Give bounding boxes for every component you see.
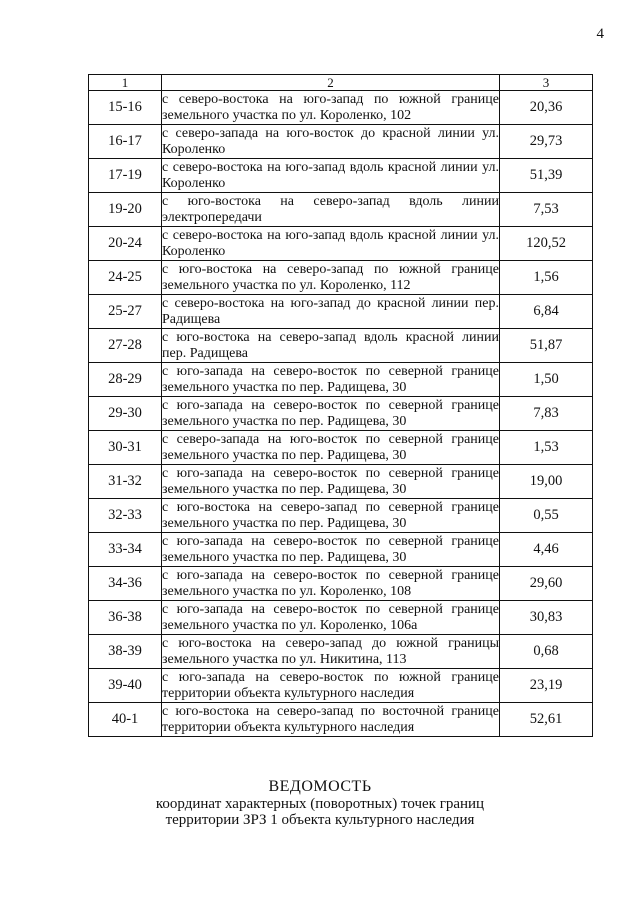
row-length-cell: 0,55 bbox=[500, 499, 593, 533]
table-row bbox=[89, 159, 593, 193]
row-points-cell: 28-29 bbox=[89, 363, 162, 397]
row-description-cell: с юго-востока на северо-запад по восточной границе территории объекта культурного наследия bbox=[162, 703, 499, 735]
row-points-cell: 24-25 bbox=[89, 261, 162, 295]
row-length-cell: 4,46 bbox=[500, 533, 593, 567]
row-length-cell: 6,84 bbox=[500, 295, 593, 329]
row-description-cell: с юго-запада на северо-восток по северной границе земельного участка по пер. Радищева, 30 bbox=[162, 363, 499, 395]
row-description-cell: с северо-запада на юго-восток по северной границе земельного участка по пер. Радищева, 30 bbox=[162, 431, 499, 463]
title-block bbox=[0, 778, 640, 828]
row-points-cell: 36-38 bbox=[89, 601, 162, 635]
row-description-cell: с юго-востока на северо-запад вдоль красной линии пер. Радищева bbox=[162, 329, 499, 361]
table-row bbox=[89, 465, 593, 499]
row-length-cell: 29,60 bbox=[500, 567, 593, 601]
row-points-cell: 34-36 bbox=[89, 567, 162, 601]
row-description-cell: с северо-востока на юго-запад вдоль красной линии ул. Короленко bbox=[162, 227, 499, 259]
row-length-cell: 7,53 bbox=[500, 193, 593, 227]
row-description-cell: с юго-востока на северо-запад по северной границе земельного участка по пер. Радищева, 30 bbox=[162, 499, 499, 531]
row-description-cell: с северо-запада на юго-восток до красной линии ул. Короленко bbox=[162, 125, 499, 157]
row-points-cell: 32-33 bbox=[89, 499, 162, 533]
row-length-cell: 51,87 bbox=[500, 329, 593, 363]
table-row bbox=[89, 499, 593, 533]
row-description-cell: с юго-запада на северо-восток по северной границе земельного участка по ул. Короленко, 108 bbox=[162, 567, 499, 599]
row-length-cell: 20,36 bbox=[500, 91, 593, 125]
table-row bbox=[89, 567, 593, 601]
row-length-cell: 1,50 bbox=[500, 363, 593, 397]
document-title: ВЕДОМОСТЬ bbox=[268, 778, 372, 795]
table-row bbox=[89, 91, 593, 125]
row-description-cell: с юго-востока на северо-запад до южной границы земельного участка по ул. Никитина, 113 bbox=[162, 635, 499, 667]
row-length-cell: 120,52 bbox=[500, 227, 593, 261]
row-length-cell: 29,73 bbox=[500, 125, 593, 159]
row-points-cell: 38-39 bbox=[89, 635, 162, 669]
row-points-cell: 40-1 bbox=[89, 703, 162, 737]
table-row bbox=[89, 125, 593, 159]
row-length-cell: 19,00 bbox=[500, 465, 593, 499]
page-number: 4 bbox=[596, 26, 604, 42]
row-points-cell: 15-16 bbox=[89, 91, 162, 125]
row-description-cell: с юго-востока на северо-запад вдоль линии электропередачи bbox=[162, 193, 499, 225]
row-points-cell: 27-28 bbox=[89, 329, 162, 363]
row-points-cell: 16-17 bbox=[89, 125, 162, 159]
table-row bbox=[89, 397, 593, 431]
header-col-3: 3 bbox=[500, 75, 593, 91]
row-description-cell: с юго-запада на северо-восток по северной границе земельного участка по ул. Короленко, 106а bbox=[162, 601, 499, 633]
table-row bbox=[89, 193, 593, 227]
table-row bbox=[89, 329, 593, 363]
table-row bbox=[89, 261, 593, 295]
row-description-cell: с юго-запада на северо-восток по южной границе территории объекта культурного наследия bbox=[162, 669, 499, 701]
table-row bbox=[89, 431, 593, 465]
table-row bbox=[89, 703, 593, 737]
row-points-cell: 19-20 bbox=[89, 193, 162, 227]
row-description-cell: с юго-запада на северо-восток по северной границе земельного участка по пер. Радищева, 30 bbox=[162, 397, 499, 429]
table-row bbox=[89, 669, 593, 703]
row-description-cell: с северо-востока на юго-запад вдоль красной линии ул. Короленко bbox=[162, 159, 499, 191]
table-row bbox=[89, 533, 593, 567]
row-points-cell: 33-34 bbox=[89, 533, 162, 567]
header-col-1: 1 bbox=[89, 75, 162, 91]
table-body bbox=[89, 91, 593, 737]
row-points-cell: 17-19 bbox=[89, 159, 162, 193]
table-row bbox=[89, 227, 593, 261]
table-row bbox=[89, 363, 593, 397]
row-length-cell: 51,39 bbox=[500, 159, 593, 193]
row-length-cell: 1,56 bbox=[500, 261, 593, 295]
table-row bbox=[89, 295, 593, 329]
row-description-cell: с юго-востока на северо-запад по южной границе земельного участка по ул. Короленко, 112 bbox=[162, 261, 499, 293]
table-row bbox=[89, 635, 593, 669]
row-length-cell: 30,83 bbox=[500, 601, 593, 635]
row-points-cell: 31-32 bbox=[89, 465, 162, 499]
document-subtitle-line-1: координат характерных (поворотных) точек границ bbox=[155, 796, 485, 812]
header-col-2: 2 bbox=[162, 75, 500, 91]
row-length-cell: 1,53 bbox=[500, 431, 593, 465]
document-subtitle-line-2: территории ЗРЗ 1 объекта культурного наследия bbox=[165, 812, 475, 828]
row-description-cell: с юго-запада на северо-восток по северной границе земельного участка по пер. Радищева, 30 bbox=[162, 465, 499, 497]
row-points-cell: 30-31 bbox=[89, 431, 162, 465]
table-row bbox=[89, 601, 593, 635]
row-length-cell: 52,61 bbox=[500, 703, 593, 737]
table-header-row bbox=[89, 75, 593, 91]
row-length-cell: 23,19 bbox=[500, 669, 593, 703]
row-description-cell: с северо-востока на юго-запад по южной границе земельного участка по ул. Короленко, 102 bbox=[162, 91, 499, 123]
row-points-cell: 25-27 bbox=[89, 295, 162, 329]
row-description-cell: с юго-запада на северо-восток по северной границе земельного участка по пер. Радищева, 30 bbox=[162, 533, 499, 565]
row-length-cell: 0,68 bbox=[500, 635, 593, 669]
row-points-cell: 20-24 bbox=[89, 227, 162, 261]
row-points-cell: 39-40 bbox=[89, 669, 162, 703]
row-description-cell: с северо-востока на юго-запад до красной линии пер. Радищева bbox=[162, 295, 499, 327]
boundary-table bbox=[88, 74, 593, 737]
row-length-cell: 7,83 bbox=[500, 397, 593, 431]
row-points-cell: 29-30 bbox=[89, 397, 162, 431]
